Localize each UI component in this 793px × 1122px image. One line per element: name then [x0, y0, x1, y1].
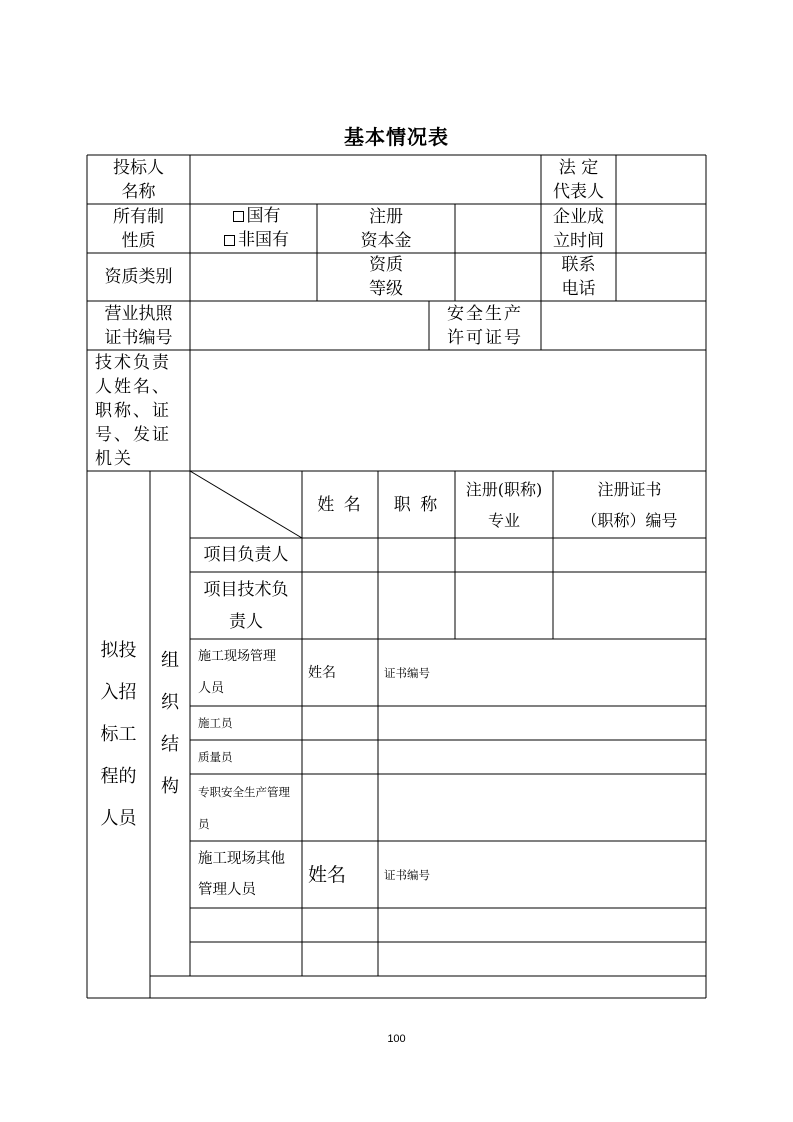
bidder-name-label: 投标人 名称: [113, 157, 164, 202]
other-manager-cert-label: 证书编号: [384, 867, 430, 882]
row-label-safety-manager: 专职安全生产管理 员: [198, 784, 290, 831]
contact-phone-label: 联系 电话: [561, 255, 596, 299]
business-license-value[interactable]: [190, 301, 429, 350]
tech-lead-value[interactable]: [190, 350, 706, 471]
ownership-option-nonstate[interactable]: [224, 228, 289, 252]
site-manager-name-label: 姓名: [308, 664, 336, 681]
establish-date-label: 企业成 立时间: [553, 206, 604, 251]
qualification-type-label: 资质类别: [104, 267, 173, 287]
checkbox-icon[interactable]: [233, 211, 244, 222]
safety-permit-label: 安全生产 许可证号: [447, 303, 523, 348]
row-label-other-manager: 施工现场其他 管理人员: [198, 850, 285, 898]
row-label-project-manager: 项目负责人: [203, 545, 289, 565]
site-manager-cert-label: 证书编号: [384, 665, 430, 680]
contact-phone-value[interactable]: [616, 253, 706, 301]
tech-lead-label: 技术负责 人姓名、 职称、证 号、发证 机关: [95, 352, 171, 469]
ownership-option-label: 非国有: [238, 230, 289, 250]
page-number: 100: [387, 1033, 406, 1045]
qualification-type-value[interactable]: [190, 253, 317, 301]
col-header-title: 职 称: [393, 494, 440, 515]
ownership-option-label: 国有: [246, 206, 281, 226]
ownership-option-state[interactable]: [233, 204, 281, 228]
establish-date-value[interactable]: [616, 204, 706, 253]
staff-section-label: 拟投 入招 标工 程的 人员: [100, 639, 137, 829]
col-header-name: 姓 名: [317, 494, 363, 515]
row-label-constructor: 施工员: [198, 716, 233, 730]
legal-rep-value[interactable]: [616, 155, 706, 204]
legal-rep-label: 法 定 代表人: [553, 157, 604, 202]
ownership-options: [190, 204, 317, 253]
bidder-name-value[interactable]: [190, 155, 541, 204]
business-license-label: 营业执照 证书编号: [104, 303, 173, 348]
row-label-site-manager: 施工现场管理 人员: [198, 648, 277, 696]
row-label-project-tech-manager: 项目技术负 责人: [203, 579, 289, 632]
registered-capital-label: 注册 资本金: [360, 206, 412, 251]
row-label-quality-inspector: 质量员: [198, 750, 233, 764]
safety-permit-value[interactable]: [541, 301, 706, 350]
col-header-major: 注册(职称) 专业: [465, 479, 543, 530]
page-title: 基本情况表: [344, 125, 449, 149]
col-header-cert: 注册证书 （职称）编号: [581, 479, 678, 530]
qualification-level-value[interactable]: [455, 253, 541, 301]
registered-capital-value[interactable]: [455, 204, 541, 253]
checkbox-icon[interactable]: [224, 235, 235, 246]
other-manager-name-label: 姓名: [308, 863, 347, 886]
qualification-level-label: 资质 等级: [369, 255, 403, 299]
ownership-label: 所有制 性质: [113, 206, 164, 251]
org-structure-label: 组 织 结 构: [161, 649, 179, 797]
